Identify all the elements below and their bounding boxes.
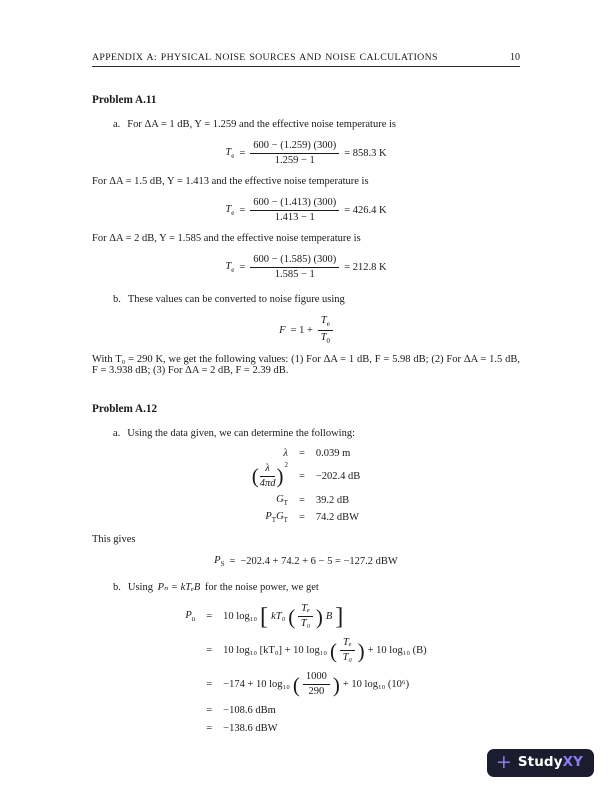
page-number: 10 bbox=[510, 52, 520, 63]
math-sub-T: T bbox=[271, 515, 277, 524]
fraction bbox=[250, 140, 339, 167]
math-var-B: B bbox=[325, 611, 333, 623]
math-lhs bbox=[214, 555, 224, 568]
equals-sign: = bbox=[298, 447, 305, 459]
fraction-numerator: 600 − (1.585) (300) bbox=[250, 254, 339, 268]
equals-sign: = bbox=[239, 262, 246, 274]
fraction bbox=[298, 603, 313, 630]
math-var-F: F bbox=[279, 324, 286, 336]
math-lhs bbox=[225, 261, 234, 274]
fraction-numerator: λ bbox=[260, 463, 276, 477]
equation-value: 39.2 dB bbox=[315, 494, 350, 506]
fraction-denominator: T₀ bbox=[300, 618, 311, 630]
log-term: 10 log₁₀ bbox=[223, 611, 258, 623]
math-sub-S: S bbox=[220, 560, 225, 569]
equation-value: 0.039 m bbox=[315, 447, 351, 459]
fraction-numerator: 1000 bbox=[303, 671, 330, 685]
equals-sign: = bbox=[298, 494, 305, 506]
equation-ps bbox=[92, 555, 520, 568]
equation-result: = 426.4 K bbox=[344, 205, 387, 217]
equation-expression: −174 + 10 log₁₀ ( $\frac{1000}{290}$ ) + 10 log₁₀ (10⁶) bbox=[223, 671, 410, 698]
equals-sign: = bbox=[206, 679, 213, 691]
log-terms: −174 + 10 log₁₀ bbox=[223, 679, 290, 691]
math-var-T: T bbox=[225, 204, 232, 216]
equals-one-plus: = 1 + bbox=[290, 324, 313, 336]
math-sub-e: e bbox=[231, 209, 235, 218]
item-b-pre: Using bbox=[127, 582, 153, 594]
equation-result: = 212.8 K bbox=[344, 262, 387, 274]
equation-expression: 10 log₁₀ [ kT₀ ( $\frac{\text{Tₑ}}{\text{T₀}}$ ) B ] bbox=[223, 602, 344, 630]
math-lhs-pn bbox=[185, 610, 195, 623]
equals-sign: = bbox=[206, 645, 213, 657]
math-var-G: G bbox=[276, 510, 284, 522]
fraction-denominator: 1.259 − 1 bbox=[274, 155, 315, 167]
results-paragraph: With T₀ = 290 K, we get the following values: (1) For ΔA = 1 dB, F = 5.98 dB; (2) For ΔA = 1.5 dB, F = 3.938 dB; (3) For ΔA = 2 dB, F = 2.39 dB. bbox=[92, 353, 520, 376]
equals-sign: = bbox=[206, 611, 213, 623]
equation-value: −202.4 + 74.2 + 6 − 5 = −127.2 dBW bbox=[240, 556, 398, 568]
item-a11-a bbox=[92, 119, 520, 130]
fraction-numerator: 600 − (1.259) (300) bbox=[250, 140, 339, 154]
equation-value: −202.4 dB bbox=[315, 470, 361, 482]
fraction bbox=[260, 463, 276, 490]
item-b-label: b. bbox=[113, 582, 121, 594]
equation-array-noise-power bbox=[185, 603, 426, 734]
math-sub-e: e bbox=[326, 320, 330, 329]
problem-a12-section bbox=[92, 403, 520, 735]
equation-noise-figure bbox=[92, 315, 520, 344]
math-sub-e: e bbox=[231, 266, 235, 275]
fraction-denominator: T₀ bbox=[342, 652, 353, 664]
item-a11-b bbox=[92, 294, 520, 305]
math-var-P: P bbox=[185, 610, 192, 622]
paragraph: This gives bbox=[92, 533, 136, 545]
item-a-label: a. bbox=[113, 427, 121, 439]
equals-sign: = bbox=[239, 148, 246, 160]
fraction-denominator: 290 bbox=[308, 686, 325, 698]
equation-value: −108.6 dBm bbox=[223, 705, 276, 717]
fraction-denominator: 1.413 − 1 bbox=[274, 212, 315, 224]
math-lhs bbox=[225, 204, 234, 217]
fraction bbox=[250, 254, 339, 281]
math-lhs-eirp bbox=[265, 511, 288, 524]
plus-icon: + bbox=[495, 750, 512, 773]
logo-wordmark bbox=[518, 754, 583, 770]
equals-sign: = bbox=[298, 470, 305, 482]
logo-text-study: Study bbox=[517, 754, 563, 771]
problem-a11-heading: Problem A.11 bbox=[92, 94, 157, 106]
math-lhs-gain bbox=[276, 494, 288, 507]
math-var-T: T bbox=[225, 261, 232, 273]
item-a-label: a. bbox=[113, 119, 121, 130]
equation-expression: 10 log₁₀ [kT₀] + 10 log₁₀ ( $\frac{\text{Tₑ}}{\text{T₀}}$ ) + 10 log₁₀ (B) bbox=[223, 637, 427, 664]
page-header bbox=[92, 52, 520, 67]
equals-sign: = bbox=[206, 723, 213, 735]
fraction-numerator bbox=[318, 315, 333, 330]
equation-value: −138.6 dBW bbox=[223, 723, 278, 735]
math-var-T: T bbox=[320, 315, 327, 327]
paragraph: For ΔA = 1.5 dB, Y = 1.413 and the effective noise temperature is bbox=[92, 176, 369, 188]
equals-sign: = bbox=[229, 556, 236, 568]
fraction-denominator bbox=[318, 331, 333, 345]
math-sub-e: e bbox=[231, 152, 235, 161]
studyxy-logo[interactable] bbox=[487, 749, 594, 777]
equation-array-link-budget bbox=[252, 448, 361, 524]
fraction-numerator: Tₑ bbox=[340, 637, 355, 651]
item-a12-b bbox=[92, 581, 520, 593]
fraction bbox=[318, 315, 333, 344]
fraction-denominator: 4πd bbox=[259, 477, 276, 489]
equation-te-3 bbox=[92, 254, 520, 281]
equals-sign: = bbox=[298, 511, 305, 523]
item-b-label: b. bbox=[113, 294, 121, 306]
inline-math-pn: Pₙ = kTₑB bbox=[157, 582, 201, 594]
running-head-title: APPENDIX A: PHYSICAL NOISE SOURCES AND NOISE CALCULATIONS bbox=[92, 52, 438, 63]
exponent-2: 2 bbox=[284, 460, 288, 469]
equation-result: = 858.3 K bbox=[344, 148, 387, 160]
item-a12-a bbox=[92, 428, 520, 439]
math-var-G: G bbox=[276, 493, 284, 505]
math-var-T: T bbox=[320, 331, 327, 343]
logo-text-xy: XY bbox=[562, 754, 583, 771]
math-var-P: P bbox=[214, 554, 221, 566]
equation-te-1 bbox=[92, 140, 520, 167]
math-var-T: T bbox=[225, 147, 232, 159]
problem-a12-heading: Problem A.12 bbox=[92, 402, 158, 415]
problem-a11-section bbox=[92, 94, 520, 376]
fraction bbox=[340, 637, 355, 664]
fraction-denominator: 1.585 − 1 bbox=[274, 269, 315, 281]
fraction bbox=[250, 197, 339, 224]
math-sub-0: 0 bbox=[326, 336, 331, 345]
math-var-P: P bbox=[265, 510, 272, 522]
fraction-numerator: 600 − (1.413) (300) bbox=[250, 197, 339, 211]
item-b-text: These values can be converted to noise figure using bbox=[127, 294, 345, 306]
math-sub-T: T bbox=[283, 515, 288, 524]
math-sub-n: n bbox=[191, 615, 196, 624]
log-terms: 10 log₁₀ [kT₀] + 10 log₁₀ bbox=[223, 645, 328, 657]
item-a-text: For ΔA = 1 dB, Y = 1.259 and the effective noise temperature is bbox=[127, 119, 396, 130]
paragraph: For ΔA = 2 dB, Y = 1.585 and the effective noise temperature is bbox=[92, 233, 361, 245]
equals-sign: = bbox=[206, 705, 213, 717]
math-var-lambda: λ bbox=[283, 447, 288, 459]
fraction bbox=[303, 671, 330, 698]
equation-value: 74.2 dBW bbox=[315, 511, 360, 523]
math-lhs bbox=[225, 147, 234, 160]
item-a-text: Using the data given, we can determine the following: bbox=[127, 427, 356, 439]
item-b-post: for the noise power, we get bbox=[204, 582, 319, 594]
fraction-numerator: Tₑ bbox=[298, 603, 313, 617]
math-lhs-path-loss: ( $\frac{\lambda}{4\pi d}$ ) 2 bbox=[251, 460, 288, 489]
log-term-b: + 10 log₁₀ (10⁶) bbox=[342, 679, 410, 691]
math-sub-T: T bbox=[283, 498, 288, 507]
log-term-b: + 10 log₁₀ (B) bbox=[367, 645, 427, 657]
math-kT0: kT₀ bbox=[271, 611, 286, 623]
equals-sign: = bbox=[239, 205, 246, 217]
equation-te-2 bbox=[92, 197, 520, 224]
